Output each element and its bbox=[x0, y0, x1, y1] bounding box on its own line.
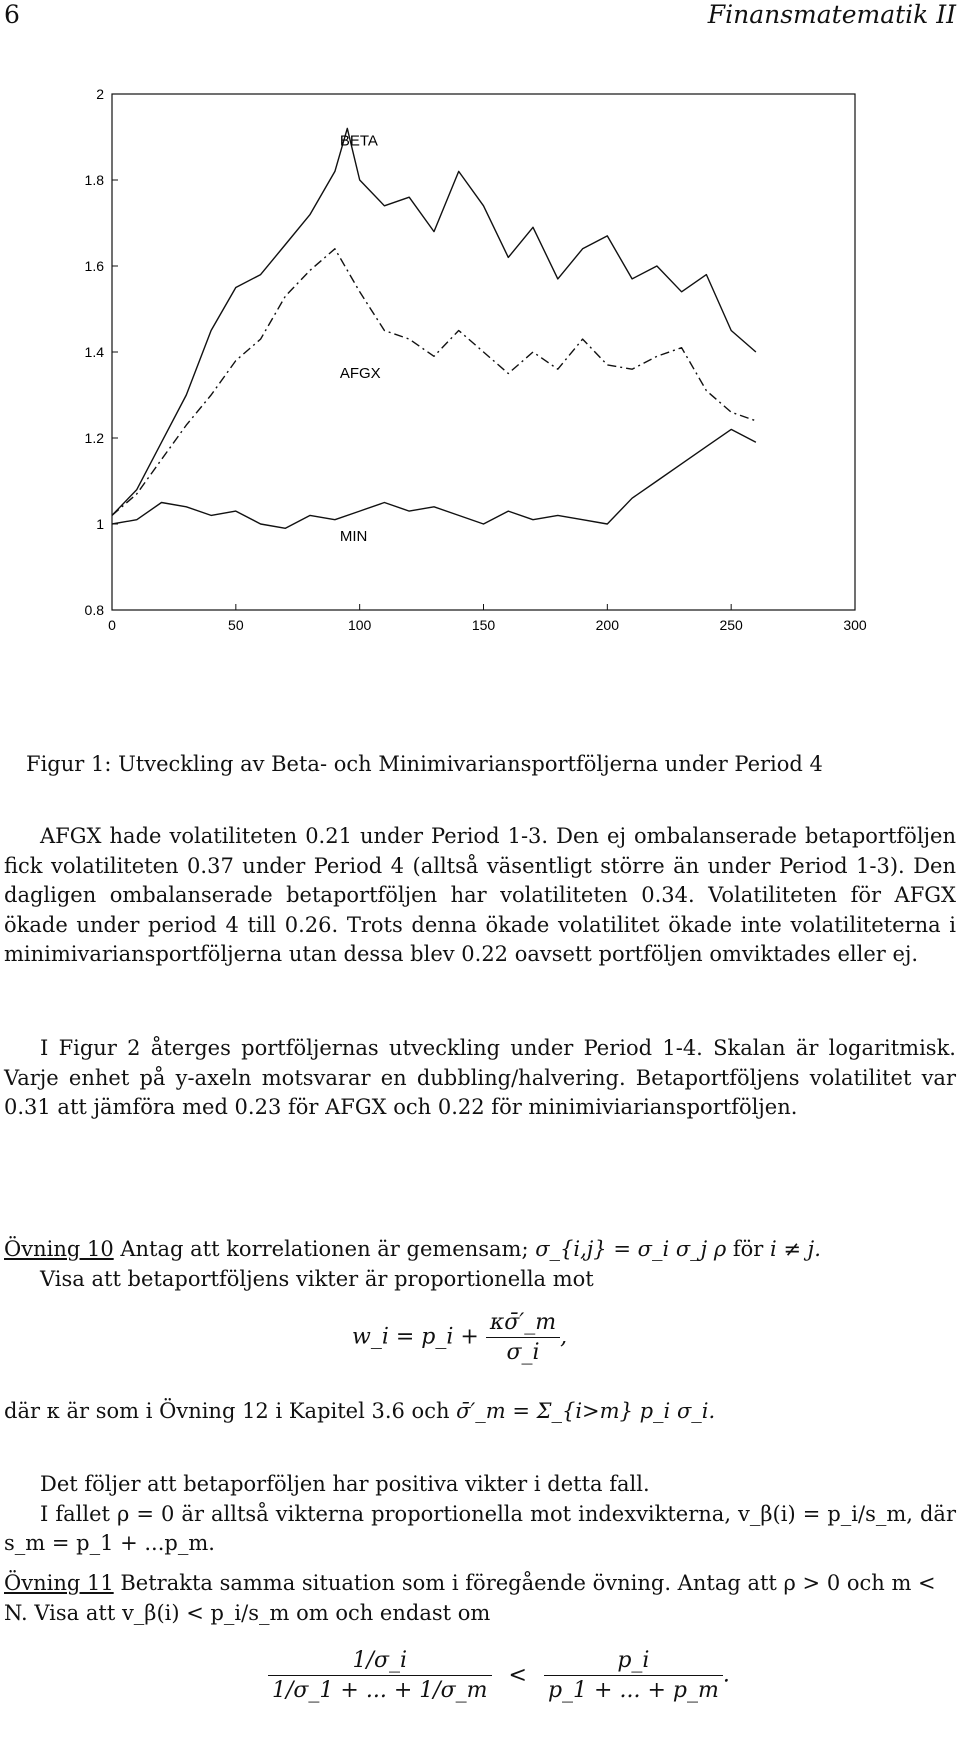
x-tick-label: 100 bbox=[347, 617, 372, 633]
weights-equation: w_i = p_i + $\frac{\kappa\sigmā'\_m}{\sigma\_i}$ , bbox=[352, 1310, 568, 1365]
body-paragraph-2: I Figur 2 återges portföljernas utveckling under Period 1-4. Skalan är logaritmisk. Varje enhet på y-axeln motsvarar en dubbling/halvering. Betaportföljens volatilitet var 0.31 att jämföra med 0.23 för AFGX och 0.22 för minimiviariansportföljen. bbox=[4, 1036, 956, 1119]
y-tick-label: 0.8 bbox=[84, 602, 104, 618]
page-number: 6 bbox=[4, 0, 20, 29]
x-tick-label: 50 bbox=[228, 617, 244, 633]
y-tick-label: 1 bbox=[96, 516, 104, 532]
exercise-11: Övning 11 Betrakta samma situation som i föregående övning. Antag att ρ > 0 och m < N. Visa att v_β(i) < p_i/s_m om och endast om bbox=[4, 1571, 936, 1625]
series-line-min bbox=[112, 429, 756, 528]
weights-fraction: $\frac{\kappa\sigmā'\_m}{\sigma\_i}$ bbox=[486, 1310, 560, 1365]
page-header bbox=[0, 0, 960, 40]
series-annotation-beta: BETA bbox=[339, 132, 378, 150]
exercise-10-label: Övning 10 bbox=[4, 1237, 114, 1261]
x-tick-label: 250 bbox=[719, 617, 743, 633]
y-tick-label: 2 bbox=[96, 86, 104, 102]
inequality-lhs-fraction: $\frac{1/\sigma\_i}{1/\sigma\_1 + ... + 1/\sigma\_m}$ bbox=[268, 1648, 492, 1703]
exercise-10-conclusion: Det följer att betaporföljen har positiva vikter i detta fall. I fallet ρ = 0 är alltså vikterna proportionella mot indexvikterna, v_β(i) = p_i/s_m, där s_m = p_1 + ...p_m. bbox=[4, 1472, 956, 1555]
inequality-equation: $\frac{1/\sigma\_i}{1/\sigma\_1 + ... + 1/\sigma\_m}$ < $\frac{p\_i}{p\_1 + ... + p\_m}$ . bbox=[268, 1648, 730, 1703]
x-tick-label: 150 bbox=[471, 617, 496, 633]
inequality-rhs-fraction: $\frac{p\_i}{p\_1 + ... + p\_m}$ bbox=[544, 1648, 723, 1703]
y-tick-label: 1.2 bbox=[84, 430, 104, 446]
x-tick-label: 300 bbox=[843, 617, 867, 633]
y-tick-label: 1.8 bbox=[84, 172, 104, 188]
line-chart bbox=[0, 70, 960, 730]
series-annotation-afgx: AFGX bbox=[339, 364, 381, 382]
series-line-afgx bbox=[112, 249, 756, 516]
body-paragraph-1: AFGX hade volatiliteten 0.21 under Period 1-3. Den ej ombalanserade betaportföljen fick volatiliteten 0.37 under Period 4 (alltså väsentligt större än under Period 1-3). Den dagligen ombalanserade betaportföljen har volatiliteten 0.34. Volatiliteten för AFGX ökade under period 4 till 0.26. Trots denna ökade volatilitet ökade inte volatiliteterna i minimivariansportföljerna utan dessa blev 0.22 oavsett portföljen omviktades eller ej. bbox=[4, 824, 956, 966]
exercise-11-label: Övning 11 bbox=[4, 1571, 114, 1595]
y-tick-label: 1.6 bbox=[84, 258, 104, 274]
x-tick-label: 200 bbox=[595, 617, 620, 633]
series-annotation-min: MIN bbox=[339, 528, 368, 546]
exercise-10-definition: där κ är som i Övning 12 i Kapitel 3.6 och σ̄′_m = Σ_{i>m} p_i σ_i. bbox=[4, 1399, 716, 1423]
x-tick-label: 0 bbox=[108, 617, 116, 633]
running-title: Finansmatematik II bbox=[707, 0, 956, 29]
y-tick-label: 1.4 bbox=[84, 344, 104, 360]
figure-caption: Figur 1: Utveckling av Beta- och Minimivariansportföljerna under Period 4 bbox=[26, 752, 823, 776]
exercise-10: Övning 10 Antag att korrelationen är gemensam; σ_{i,j} = σ_i σ_j ρ för i ≠ j. Visa att betaportföljens vikter är proportionella mot bbox=[4, 1237, 821, 1291]
series-line-beta bbox=[112, 128, 756, 515]
